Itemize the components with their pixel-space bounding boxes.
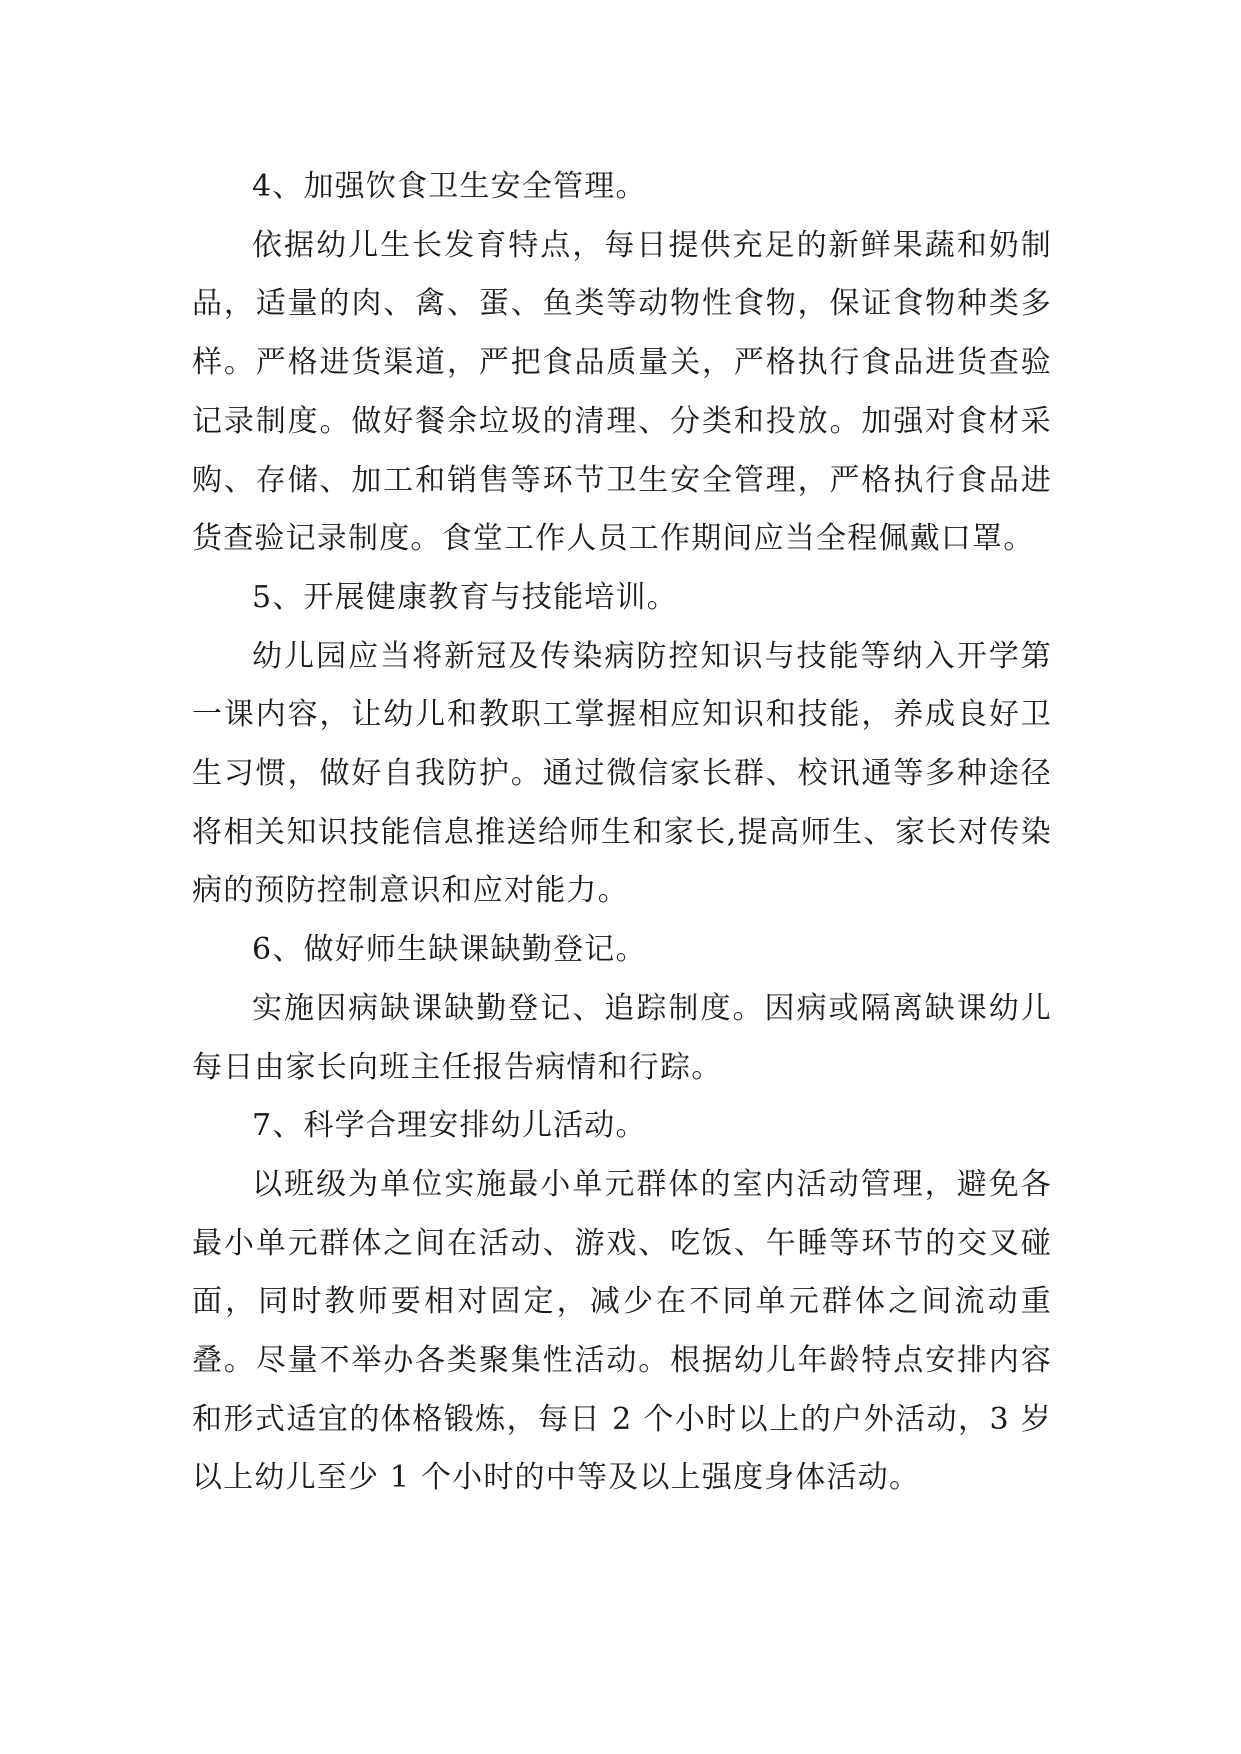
section-paragraph-7: 以班级为单位实施最小单元群体的室内活动管理，避免各最小单元群体之间在活动、游戏、吃饭、午睡等环节的交叉碰面，同时教师要相对固定，减少在不同单元群体之间流动重叠。尽量不举办各类聚集性活动。根据幼儿年龄特点安排内容和形式适宜的体格锻炼，每日 2 个小时以上的户外活动，3 岁以上幼儿至少 1 个小时的中等及以上强度身体活动。 (192, 1166, 1052, 1496)
section-paragraph-6: 实施因病缺课缺勤登记、追踪制度。因病或隔离缺课幼儿每日由家长向班主任报告病情和行踪。 (192, 990, 1052, 1085)
section-heading-6: 6、做好师生缺课缺勤登记。 (252, 932, 647, 968)
section-paragraph-4: 依据幼儿生长发育特点，每日提供充足的新鲜果蔬和奶制品，适量的肉、禽、蛋、鱼类等动物性食物，保证食物种类多样。严格进货渠道，严把食品质量关，严格执行食品进货查验记录制度。做好餐余垃圾的清理、分类和投放。加强对食材采购、存储、加工和销售等环节卫生安全管理，严格执行食品进货查验记录制度。食堂工作人员工作期间应当全程佩戴口罩。 (192, 227, 1052, 557)
document-body (192, 158, 1052, 1508)
section-heading-5: 5、开展健康教育与技能培训。 (252, 579, 678, 615)
section-paragraph-5: 幼儿园应当将新冠及传染病防控知识与技能等纳入开学第一课内容，让幼儿和教职工掌握相应知识和技能，养成良好卫生习惯，做好自我防护。通过微信家长群、校讯通等多种途径将相关知识技能信息推送给师生和家长,提高师生、家长对传染病的预防控制意识和应对能力。 (192, 638, 1052, 909)
section-heading-4: 4、加强饮食卫生安全管理。 (252, 169, 647, 204)
section-heading-7: 7、科学合理安排幼儿活动。 (252, 1108, 647, 1144)
